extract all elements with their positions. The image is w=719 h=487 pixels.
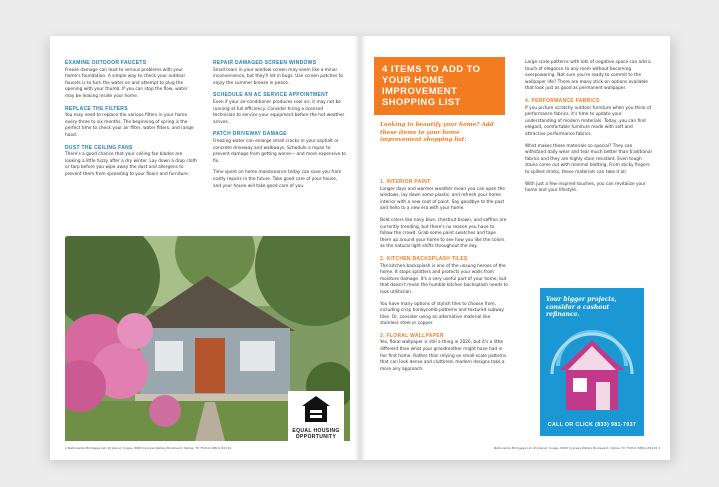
body-screens: Small tears in your window screen may seem like a minor inconvenience, but they'll let in bugs. Use screen patches to enjoy the summer breeze in peace. bbox=[213, 67, 343, 86]
body-filters: You may need to replace the various filters in your home every three to six months. The beginning of spring is the perfect time to check your air filter, water filters, and range hood. bbox=[65, 113, 194, 138]
fabrics-p2: What makes these materials so special? They can withstand daily wear and tear much better than traditional fabrics and they are highly stain resistant. Even tough stains come out with minimal blotting. From sticky fingers to spilled drinks, these materials can take it all. bbox=[525, 143, 652, 175]
heading-filters: REPLACE THE FILTERS bbox=[65, 105, 128, 112]
body-ac: Even if your air-conditioner produces cool air, it may not be running at full efficiency. Consider hiring a licensed technician to service your equipment before the hot weather arrives. bbox=[213, 99, 345, 125]
right-col-1 bbox=[380, 179, 508, 378]
body-faucets: Freeze damage can lead to serious problems with your home's foundation. A simple way to check your outdoor faucets is to turn the water on and attempt to plug the opening with your thumb. If you can stop the flow, water may be leaking inside your home. bbox=[65, 67, 188, 99]
paint-p1: Longer days and warmer weather mean you can open the windows, lay down some plastic, and refresh your home interior with a new coat of paint. Say goodbye to the past and hello to a new era with your home. bbox=[380, 186, 505, 212]
left-col-2 bbox=[213, 60, 346, 195]
heading-paint: 1. INTERIOR PAINT bbox=[380, 179, 431, 185]
left-footer: 2 Nationwide Mortgage LLC #{place} Coppe, 8980 Cypress Waters Boulevard, Dallas, TX 75019, NMLS #2119 bbox=[65, 446, 232, 450]
equal-housing-icon bbox=[301, 394, 331, 424]
right-page bbox=[360, 36, 670, 460]
body-fans: There's a good chance that your ceiling fan blades are looking a little fuzzy after a dry winter. Lay down a drop cloth or tarp before you wipe away the dust and allergens to prevent them from spreading to your floors and furniture. bbox=[65, 152, 197, 177]
heading-faucets: EXAMINE OUTDOOR FAUCETS bbox=[65, 60, 147, 66]
heading-backsplash: 2. KITCHEN BACKSPLASH TILES bbox=[380, 255, 468, 262]
heading-driveway: PATCH DRIVEWAY DAMAGE bbox=[213, 131, 287, 138]
fabrics-p3: With just a few inspired touches, you can revitalize your home and your lifestyle. bbox=[525, 181, 646, 194]
equal-housing-logo bbox=[288, 391, 344, 443]
heading-ac: SCHEDULE AN AC SERVICE APPOINTMENT bbox=[213, 92, 329, 99]
wallpaper-p2: Large scale patterns with lots of negative space can add a touch of elegance to any room without becoming overpowering. Not sure you're ready to commit to the wallpaper life? There are many stick-on options available that look just as good as permanent wallpaper. bbox=[525, 60, 651, 92]
left-page bbox=[50, 36, 360, 460]
right-col-2 bbox=[525, 60, 653, 200]
ad-call-to-action[interactable]: CALL OR CLICK (833) 981-7037 bbox=[547, 422, 637, 428]
heading-fans: DUST THE CEILING FANS bbox=[65, 144, 133, 151]
backsplash-p2: You have many options of stylish tiles to choose from, including crisp honeycomb patterns and textured subway tiles. Or, consider using an alternative material like stainless steel or copper. bbox=[380, 301, 504, 327]
wallpaper-p1: Yes, floral wallpaper is still a thing in 2020, but it's a little different than what your grandmother might have had in her first home. Rather than relying on small-scale patterns that can look dense and cluttered, modern designs take a more airy approach. bbox=[380, 340, 507, 372]
heading-fabrics: 4. PERFORMANCE FABRICS bbox=[525, 97, 600, 104]
fabrics-p1: If you picture scratchy outdoor furniture when you think of performance fabrics, it's time to update your understanding of modern materials. Today, you can find elegant, comfortable furniture made with soft and attractive performance fabrics. bbox=[525, 105, 652, 137]
refinance-ad[interactable] bbox=[540, 288, 644, 436]
right-footer: Nationwide Mortgage LLC #{place} Coppe, 8980 Cypress Waters Boulevard, Dallas, TX 75019, NMLS #2119 3 bbox=[493, 446, 660, 450]
equal-housing-label: EQUAL HOUSING OPPORTUNITY bbox=[292, 428, 340, 440]
house-ad-icon bbox=[540, 326, 644, 426]
heading-wallpaper: 3. FLORAL WALLPAPER bbox=[380, 332, 444, 339]
title-box bbox=[374, 57, 505, 115]
body-driveway: Freezing water can enlarge small cracks in your asphalt or concrete driveway and walkways. Schedule a repair to prevent damage from getting worse— and more expensive to fix. bbox=[213, 138, 346, 164]
left-col-1 bbox=[65, 60, 198, 184]
ad-text: Your bigger projects, consider a cashout refinance. bbox=[546, 296, 617, 319]
closing-paragraph: Time spent on home maintenance today can save you from costly repairs in the future. Take good care of your house, and your house will take good care of you. bbox=[213, 170, 342, 189]
intro-text: Looking to beautify your home? Add these items to your home improvement shopping list: bbox=[380, 122, 494, 144]
page-gutter bbox=[354, 36, 366, 460]
backsplash-p1: The kitchen backsplash is one of the unsung heroes of the home. It stops splatters and protects your walls from moisture damage. It's a very useful part of your home, but that doesn't mean the humble kitchen backsplash needs to look utilitarian. bbox=[380, 263, 508, 295]
paint-p2: Bold colors like navy blue, chestnut brown, and saffron are currently trending, but there's no reason you have to follow the crowd. Grab some paint swatches and tape them up around your home to see how you like the colors as the natural light shifts throughout the day. bbox=[380, 217, 507, 250]
heading-screens: REPAIR DAMAGED SCREEN WINDOWS bbox=[213, 60, 317, 66]
page-title: 4 ITEMS TO ADD TO YOUR HOME IMPROVEMENT SHOPPING LIST bbox=[382, 63, 481, 107]
